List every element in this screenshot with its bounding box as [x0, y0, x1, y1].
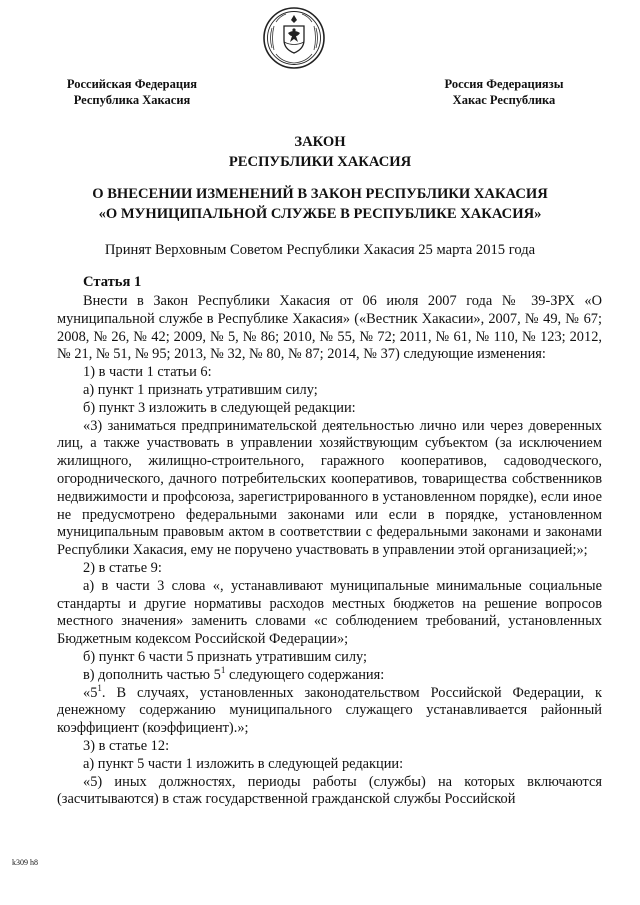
- paragraph-quote-5-1-start: «5: [83, 684, 98, 701]
- paragraph-quote-3: «3) заниматься предпринимательской деятельностью лично или через доверенных лиц, а также участвовать в управлении хозяйствующим субъектом (за исключением жилищного, жилищно-строительного, гаражного кооперативов, садоводческого, огороднического, дачного потребительских кооперативов, товарищества собственников недвижимости и профсоюза, зарегистрированного в установленном порядке), если иное не предусмотрено федеральными законами или если в порядке, установленном муниципальным правовым актом в соответствии с федеральными законами и законами Республики Хакасия, ему не поручено участвовать в управлении этой организацией;»;: [57, 417, 602, 559]
- paragraph-item-2c: [57, 664, 602, 685]
- paragraph-item-1: 1) в части 1 статьи 6:: [83, 364, 212, 381]
- law-subtitle-line2: «О МУНИЦИПАЛЬНОЙ СЛУЖБЕ В РЕСПУБЛИКЕ ХАКАСИЯ»: [98, 206, 542, 222]
- header-left-country: Российская Федерация: [66, 77, 198, 91]
- paragraph-item-2a: а) в части 3 слова «, устанавливают муниципальные минимальные социальные стандарты и другие нормативы расходов местных бюджетов на решение вопросов местного значения» заменить словами «с соблюдением требований, установленных Бюджетным кодексом Российской Федерации»;: [57, 577, 602, 648]
- adoption-statement: Принят Верховным Советом Республики Хакасия 25 марта 2015 года: [104, 242, 536, 258]
- paragraph-item-3: 3) в статье 12:: [83, 737, 170, 754]
- paragraph-item-2c-text: в) дополнить частью 5: [83, 666, 221, 683]
- header-right-republic: Хакас Республика: [452, 93, 556, 107]
- footer-code: k309 h8: [12, 858, 38, 867]
- law-title: ЗАКОН: [294, 134, 346, 150]
- paragraph-intro: Внести в Закон Республики Хакасия от 06 июля 2007 года № 39-ЗРХ «О муниципальной службе в Республике Хакасия» («Вестник Хакасии», 2007, № 49, № 67; 2008, № 26, № 42; 2009, № 5, № 86; 2010, № 55, № 72; 2011, № 61, № 110, № 123; 2012, № 21, № 51, № 95; 2013, № 32, № 80, № 87; 2014, № 37) следующие изменения:: [57, 293, 602, 363]
- law-title-republic: РЕСПУБЛИКИ ХАКАСИЯ: [228, 154, 412, 170]
- paragraph-item-2b: б) пункт 6 части 5 признать утратившим силу;: [83, 648, 368, 665]
- paragraph-item-2: 2) в статье 9:: [83, 559, 162, 576]
- paragraph-quote-5: «5) иных должностях, периоды работы (службы) на которых включаются (засчитываются) в стаж государственной гражданской службы Российской: [57, 773, 602, 808]
- paragraph-item-3a: а) пункт 5 части 1 изложить в следующей редакции:: [83, 755, 404, 772]
- paragraph-quote-5-1: [57, 682, 602, 738]
- header-right: [418, 76, 590, 108]
- law-subtitle-line1: О ВНЕСЕНИИ ИЗМЕНЕНИЙ В ЗАКОН РЕСПУБЛИКИ ХАКАСИЯ: [92, 186, 548, 202]
- document-body: [57, 293, 602, 809]
- header-right-country: Россия Федерациязы: [444, 77, 564, 91]
- paragraph-item-1b: б) пункт 3 изложить в следующей редакции:: [83, 399, 356, 416]
- header-left: [46, 76, 218, 108]
- paragraph-item-1a: а) пункт 1 признать утратившим силу;: [83, 381, 318, 398]
- coat-of-arms-icon: [262, 6, 326, 70]
- article-heading: Статья 1: [83, 274, 142, 290]
- header-left-republic: Республика Хакасия: [73, 93, 191, 107]
- superscript: 1: [97, 682, 102, 693]
- paragraph-item-2c-text-end: следующего содержания:: [225, 666, 385, 683]
- superscript: 1: [220, 664, 226, 675]
- paragraph-quote-5-1-text: . В случаях, установленных законодательством Российской Федерации, к денежному содержанию муниципального служащего устанавливается районный коэффициент (коэффициент).»;: [57, 684, 602, 737]
